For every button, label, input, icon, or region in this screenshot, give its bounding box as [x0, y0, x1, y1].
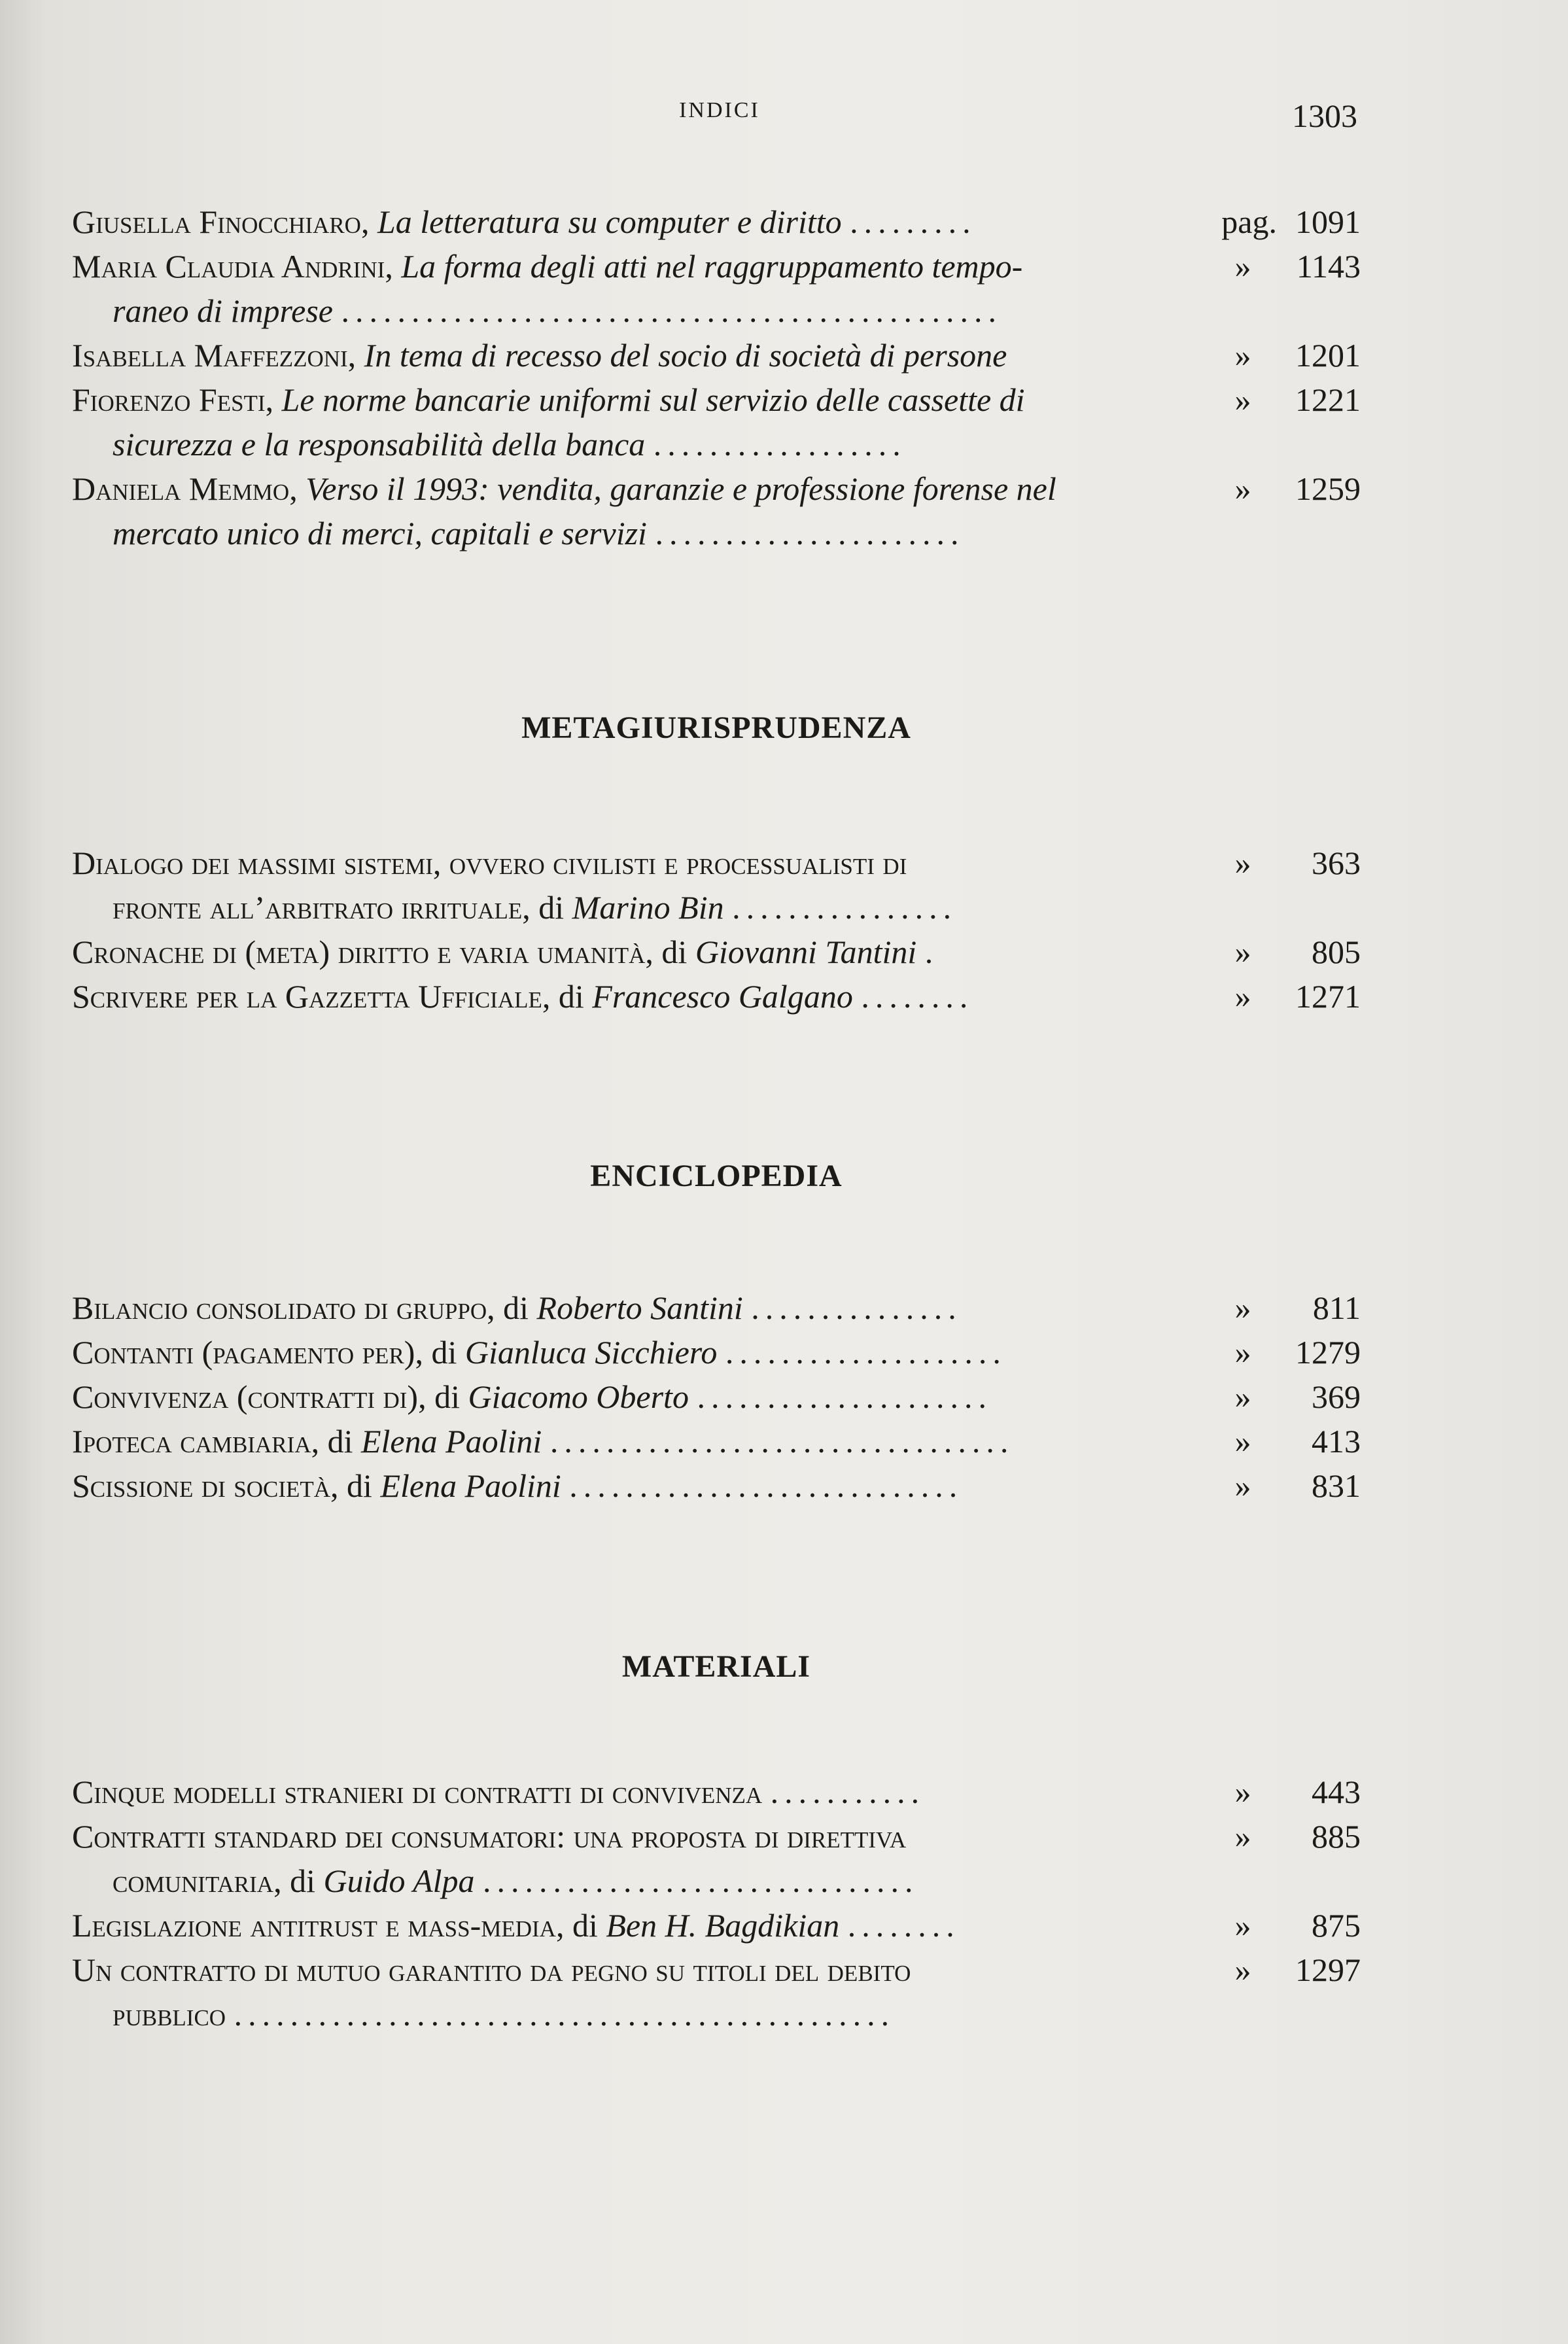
entry-title-continued: mercato unico di merci, capitali e servizi: [113, 515, 647, 551]
entry-title: Cinque modelli stranieri di contratti di convivenza: [72, 1774, 763, 1810]
entry-title: Legislazione antitrust e mass-media: [72, 1907, 556, 1944]
entry-page: 805: [1312, 934, 1361, 970]
page-prefix: »: [1234, 1951, 1251, 1988]
entry-author: Maria Claudia Andrini: [72, 248, 385, 285]
toc-entry: Bilancio consolidato di gruppo, di Roberto Santini ............... » 811: [72, 1286, 1361, 1330]
page-prefix: »: [1234, 1423, 1251, 1460]
materiali-list: [72, 1770, 1361, 2037]
page-prefix: »: [1234, 470, 1251, 507]
page-prefix: »: [1234, 1378, 1251, 1415]
entry-page: 1091: [1295, 203, 1361, 240]
toc-entry: Daniela Memmo, Verso il 1993: vendita, garanzie e professione forense nel mercato unico di merci, capitali e servizi ...................... » 1259: [72, 466, 1361, 555]
entry-page: 831: [1312, 1467, 1361, 1504]
toc-entry: Scrivere per la Gazzetta Ufficiale, di Francesco Galgano ........ » 1271: [72, 974, 1361, 1019]
entry-author: Guido Alpa: [323, 1863, 475, 1899]
entry-title: Bilancio consolidato di gruppo: [72, 1289, 487, 1326]
page-prefix: »: [1234, 381, 1251, 418]
entry-page: 1143: [1296, 248, 1361, 285]
studi-list: [72, 200, 1361, 555]
entry-author: Roberto Santini: [536, 1289, 743, 1326]
toc-entry: Dialogo dei massimi sistemi, ovvero civilisti e processualisti di fronte all’arbitrato irrituale, di Marino Bin ................ » 363: [72, 841, 1361, 930]
entry-page: 811: [1312, 1289, 1361, 1326]
entry-page: 1297: [1295, 1951, 1361, 1988]
section-materiali: [72, 1649, 1361, 1685]
enciclopedia-list: [72, 1286, 1361, 1508]
entry-page: 369: [1312, 1378, 1361, 1415]
entry-author: Gianluca Sicchiero: [464, 1334, 718, 1371]
entry-page: 1279: [1295, 1334, 1361, 1371]
entry-title-continued: raneo di imprese: [113, 292, 333, 329]
entry-title: Dialogo dei massimi sistemi, ovvero civilisti e processualisti di: [72, 845, 907, 881]
toc-entry: Contanti (pagamento per), di Gianluca Sicchiero .................... » 1279: [72, 1330, 1361, 1374]
toc-entry: Isabella Maffezzoni, In tema di recesso del socio di società di persone » 1201: [72, 333, 1361, 377]
toc-entry: Legislazione antitrust e mass-media, di Ben H. Bagdikian ........ » 875: [72, 1903, 1361, 1948]
entry-page: 363: [1312, 845, 1361, 881]
entry-author: Giacomo Oberto: [468, 1378, 689, 1415]
entry-author: Elena Paolini: [360, 1423, 542, 1460]
entry-page: 1259: [1295, 470, 1361, 507]
page-prefix: »: [1234, 248, 1251, 285]
section-enciclopedia: [72, 1158, 1361, 1194]
page-number: 1303: [1292, 97, 1357, 134]
entry-title: La forma degli atti nel raggruppamento tempo-: [401, 248, 1023, 285]
toc-entry: Un contratto di mutuo garantito da pegno su titoli del debito pubblico ............................................... » 1297: [72, 1948, 1361, 2037]
entry-title: Convivenza (contratti di): [72, 1378, 419, 1415]
entry-title: Ipoteca cambiaria: [72, 1423, 311, 1460]
entry-title: Contanti (pagamento per): [72, 1334, 415, 1371]
entry-page: 443: [1312, 1774, 1361, 1810]
toc-entry: Contratti standard dei consumatori: una proposta di direttiva comunitaria, di Guido Alpa ............................... » 885: [72, 1814, 1361, 1903]
entry-author: Marino Bin: [572, 889, 724, 926]
entry-page: 1201: [1295, 337, 1361, 374]
entry-page: 1271: [1295, 978, 1361, 1015]
section-heading: METAGIURISPRUDENZA: [521, 710, 911, 745]
entry-title-continued: comunitaria: [113, 1863, 274, 1899]
entry-author: Isabella Maffezzoni: [72, 337, 348, 374]
entry-title: Cronache di (meta) diritto e varia umanità: [72, 934, 646, 970]
toc-entry: Fiorenzo Festi, Le norme bancarie uniformi sul servizio delle cassette di sicurezza e la responsabilità della banca .................. » 1221: [72, 377, 1361, 466]
entry-page: 413: [1312, 1423, 1361, 1460]
entry-title: Le norme bancarie uniformi sul servizio delle cassette di: [281, 381, 1025, 418]
entry-page: 875: [1312, 1907, 1361, 1944]
entry-title-continued: fronte all’arbitrato irrituale: [113, 889, 523, 926]
page-prefix: »: [1234, 1774, 1251, 1810]
page-prefix: »: [1234, 845, 1251, 881]
entry-author: Ben H. Bagdikian: [606, 1907, 840, 1944]
entry-title: Scrivere per la Gazzetta Ufficiale: [72, 978, 542, 1015]
entry-page: 885: [1312, 1818, 1361, 1855]
page-prefix: »: [1234, 1818, 1251, 1855]
entry-author: Giusella Finocchiaro: [72, 203, 361, 240]
entry-page: 1221: [1295, 381, 1361, 418]
entry-title: Scissione di società: [72, 1467, 331, 1504]
entry-title: Verso il 1993: vendita, garanzie e professione forense nel: [305, 470, 1056, 507]
entry-author: Giovanni Tantini: [695, 934, 917, 970]
page-prefix: »: [1234, 1289, 1251, 1326]
section-metagiurisprudenza: [72, 710, 1361, 746]
entry-author: Elena Paolini: [380, 1467, 561, 1504]
page-prefix: pag.: [1221, 203, 1277, 240]
page-prefix: »: [1234, 934, 1251, 970]
section-heading: ENCICLOPEDIA: [590, 1159, 843, 1193]
page-prefix: »: [1234, 978, 1251, 1015]
metagiurisprudenza-list: [72, 841, 1361, 1019]
toc-entry: Cronache di (meta) diritto e varia umanità, di Giovanni Tantini . » 805: [72, 930, 1361, 974]
page-prefix: »: [1234, 1334, 1251, 1371]
entry-title: In tema di recesso del socio di società di persone: [364, 337, 1007, 374]
toc-entry: Ipoteca cambiaria, di Elena Paolini ................................. » 413: [72, 1419, 1361, 1463]
entry-author: Fiorenzo Festi: [72, 381, 266, 418]
page-prefix: »: [1234, 1467, 1251, 1504]
page-prefix: »: [1234, 337, 1251, 374]
entry-author: Daniela Memmo: [72, 470, 290, 507]
toc-entry: Maria Claudia Andrini, La forma degli atti nel raggruppamento tempo- raneo di imprese ............................................... » 1143: [72, 244, 1361, 333]
section-heading: MATERIALI: [621, 1649, 811, 1684]
entry-title-continued: sicurezza e la responsabilità della banca: [113, 426, 646, 463]
toc-entry: Scissione di società, di Elena Paolini ............................ » 831: [72, 1463, 1361, 1508]
entry-author: Francesco Galgano: [592, 978, 853, 1015]
toc-entry: Giusella Finocchiaro, La letteratura su computer e diritto ......... pag. 1091: [72, 200, 1361, 244]
entry-title-continued: pubblico: [113, 1996, 226, 2033]
toc-entry: Convivenza (contratti di), di Giacomo Oberto ..................... » 369: [72, 1374, 1361, 1419]
toc-entry: Cinque modelli stranieri di contratti di convivenza ........... » 443: [72, 1770, 1361, 1814]
running-head: INDICI: [679, 98, 760, 122]
entry-title: La letteratura su computer e diritto: [377, 203, 842, 240]
page-prefix: »: [1234, 1907, 1251, 1944]
entry-title: Un contratto di mutuo garantito da pegno su titoli del debito: [72, 1951, 911, 1988]
entry-title: Contratti standard dei consumatori: una proposta di direttiva: [72, 1818, 907, 1855]
